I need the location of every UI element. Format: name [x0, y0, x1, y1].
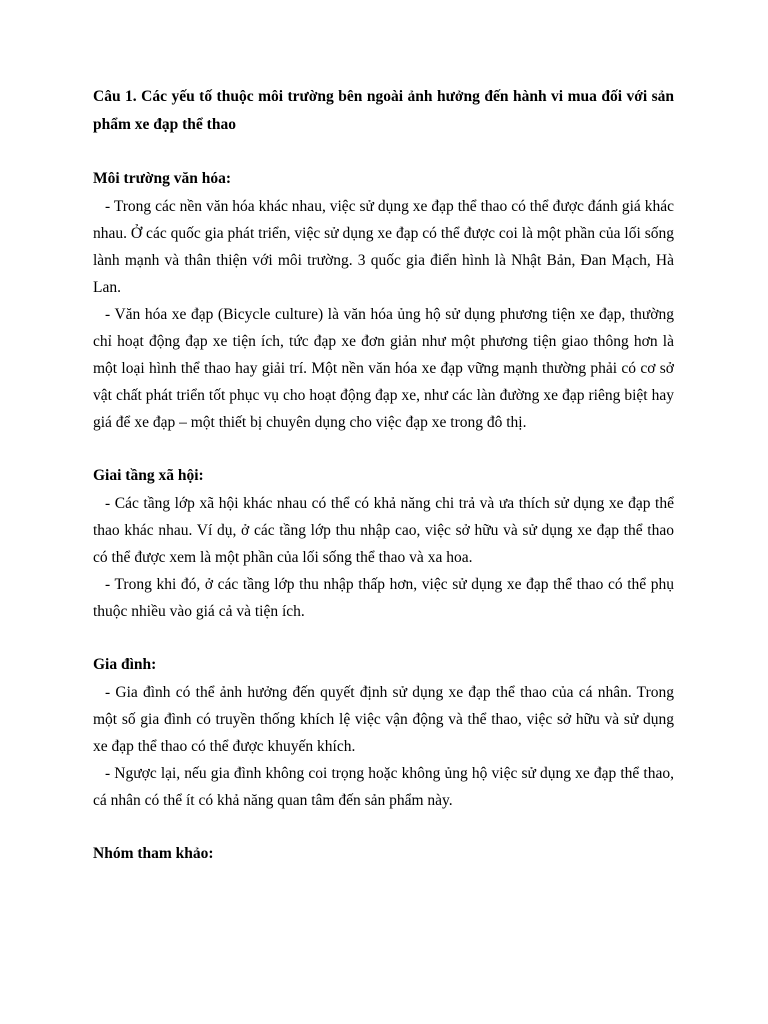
section-family — [93, 651, 674, 814]
paragraph: - Trong khi đó, ở các tầng lớp thu nhập thấp hơn, việc sử dụng xe đạp thể thao có thể phụ thuộc nhiều vào giá cả và tiện ích. — [93, 576, 674, 620]
paragraph: - Trong các nền văn hóa khác nhau, việc sử dụng xe đạp thể thao có thể được đánh giá khác nhau. Ở các quốc gia phát triển, việc sử dụng xe đạp có thể được coi là một phần của lối sống lành mạnh và thân thiện với môi trường. 3 quốc gia điển hình là Nhật Bản, Đan Mạch, Hà Lan. — [93, 198, 674, 296]
paragraph: - Ngược lại, nếu gia đình không coi trọng hoặc không ủng hộ việc sử dụng xe đạp thể thao, cá nhân có thể ít có khả năng quan tâm đến sản phẩm này. — [93, 765, 674, 809]
section-heading: Giai tầng xã hội: — [93, 467, 204, 484]
section-heading: Môi trường văn hóa: — [93, 170, 232, 187]
section-social-class — [93, 462, 674, 625]
section-culture — [93, 165, 674, 436]
paragraph: - Gia đình có thể ảnh hưởng đến quyết định sử dụng xe đạp thể thao của cá nhân. Trong một số gia đình có truyền thống khích lệ việc vận động và thể thao, việc sở hữu và sử dụng xe đạp thể thao có thể được khuyến khích. — [93, 684, 674, 755]
section-heading: Nhóm tham khảo: — [93, 845, 214, 862]
paragraph: - Văn hóa xe đạp (Bicycle culture) là văn hóa ủng hộ sử dụng phương tiện xe đạp, thường chỉ hoạt động đạp xe tiện ích, tức đạp xe đơn giản như một phương tiện giao thông hơn là một loại hình thể thao hay giải trí. Một nền văn hóa xe đạp vững mạnh thường phải có cơ sở vật chất phát triển tốt phục vụ cho hoạt động đạp xe, như các làn đường xe đạp riêng biệt hay giá để xe đạp – một thiết bị chuyên dụng cho việc đạp xe trong đô thị. — [93, 306, 674, 431]
section-reference-group — [93, 840, 674, 868]
paragraph: - Các tầng lớp xã hội khác nhau có thể có khả năng chi trả và ưa thích sử dụng xe đạp thể thao khác nhau. Ví dụ, ở các tầng lớp thu nhập cao, việc sở hữu và sử dụng xe đạp thể thao có thể được xem là một phần của lối sống thể thao và xa hoa. — [93, 495, 674, 566]
document-title: Câu 1. Các yếu tố thuộc môi trường bên ngoài ảnh hưởng đến hành vi mua đối với sản phẩm xe đạp thể thao — [93, 88, 674, 133]
section-heading: Gia đình: — [93, 656, 157, 673]
